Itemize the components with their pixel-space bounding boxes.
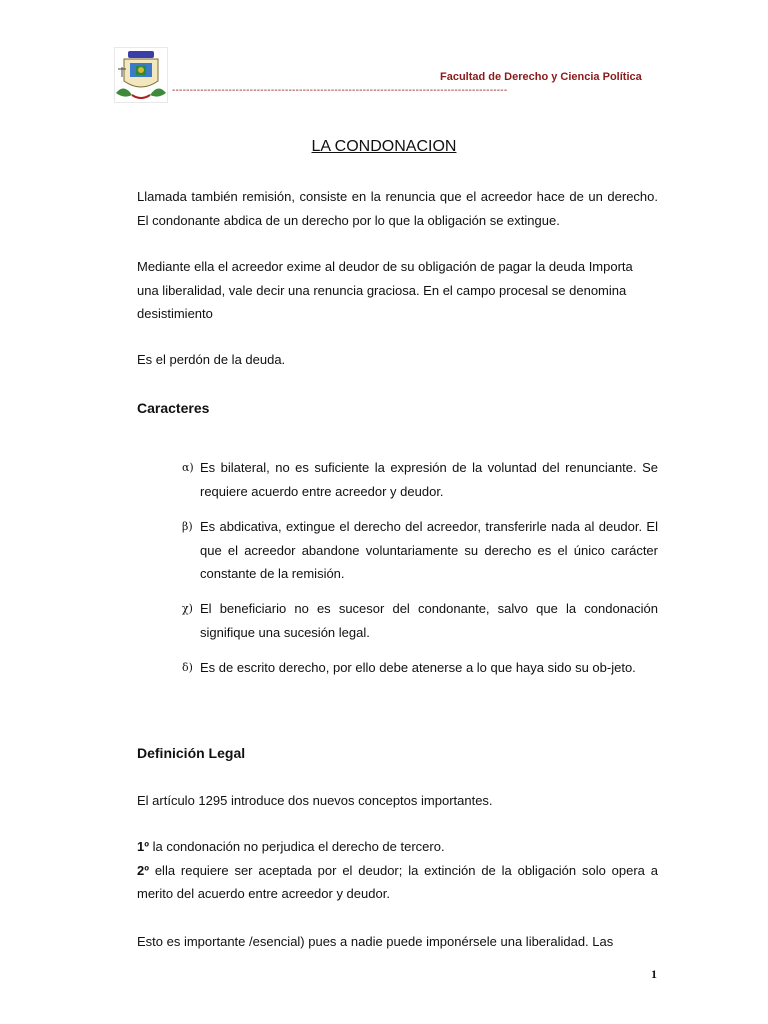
list-item [182, 597, 658, 644]
point-text: ella requiere ser aceptada por el deudor; la extinción de la obligación solo opera a merito del acuerdo entre acreedor y deudor. [137, 862, 658, 901]
definicion-point-2 [137, 859, 658, 906]
point-text: la condonación no perjudica el derecho de tercero. [148, 839, 445, 854]
definicion-closing: Esto es importante /esencial) pues a nadie puede imponérsele una liberalidad. Las [137, 934, 614, 949]
page-number: 1 [651, 967, 657, 981]
faculty-name: Facultad de Derecho y Ciencia Política [440, 71, 642, 83]
list-item [182, 515, 658, 586]
section-heading-caracteres: Caracteres [137, 400, 210, 416]
list-item-text: Es abdicativa, extingue el derecho del acreedor, transferirle nada al deudor. El que el acreedor abandone voluntariamente su derecho es el único carácter constante de la remisión. [200, 519, 658, 581]
point-number: 1º [137, 839, 149, 854]
point-number: 2º [137, 862, 149, 878]
list-item-text: Es bilateral, no es suficiente la expresión de la voluntad del renunciante. Se requiere acuerdo entre acreedor y deudor. [200, 460, 658, 499]
definicion-intro: El artículo 1295 introduce dos nuevos conceptos importantes. [137, 793, 493, 808]
intro-paragraph-1: Llamada también remisión, consiste en la renuncia que el acreedor hace de un derecho. El condonante abdica de un derecho por lo que la obligación se extingue. [137, 189, 658, 228]
list-marker: β) [182, 520, 193, 533]
intro-paragraph-2: Mediante ella el acreedor exime al deudor de su obligación de pagar la deuda Importa una liberalidad, vale decir una renuncia graciosa. En el campo procesal se denomina desistimiento [137, 259, 633, 321]
list-item-text: El beneficiario no es sucesor del condonante, salvo que la condonación signifique una sucesión legal. [200, 601, 658, 640]
list-marker: χ) [182, 602, 193, 615]
definicion-point-1 [137, 835, 658, 859]
list-marker: α) [182, 461, 194, 474]
list-item-text: Es de escrito derecho, por ello debe atenerse a lo que haya sido su ob-jeto. [200, 660, 636, 675]
page-title: LA CONDONACION [311, 138, 457, 155]
section-heading-definicion-legal: Definición Legal [137, 745, 246, 761]
definicion-points [137, 835, 658, 906]
header-dashed-rule: ----------------------------------------------------------------------------------------------- [172, 85, 508, 96]
list-marker: δ) [182, 661, 193, 674]
list-item [182, 456, 658, 503]
list-item [182, 656, 658, 680]
faculty-logo-emblem [114, 47, 168, 103]
intro-paragraph-3: Es el perdón de la deuda. [137, 352, 286, 367]
